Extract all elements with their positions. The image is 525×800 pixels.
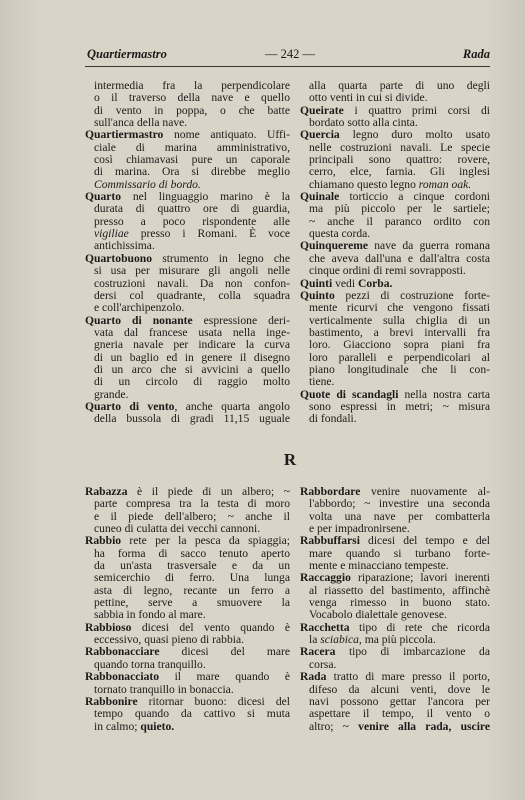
entry-line [300,413,490,425]
section-letter: R [283,450,297,469]
column-top-right [300,80,490,426]
text-run: grande. [94,387,129,401]
column-bottom-left [85,486,290,733]
headword: Quinti [300,276,333,290]
text-run: durata di quattro ore di guardia, [94,202,290,216]
header-rule [85,66,490,67]
text-run: presso a poco rispondente alle [94,214,290,228]
text-run: tiene. [309,375,335,389]
text-run: antichissima. [94,239,155,253]
column-bottom-right [300,486,490,733]
text-run: torticcio a cinque cordoni [339,190,490,204]
italic-term: Commissario di bordo. [94,177,201,191]
italic-term: sciabica [320,633,359,647]
text-run: loro. Giacciono sopra piani fra [309,338,490,352]
text-run: o il traverso della nave e quello [94,91,290,105]
text-run: di vento in poppa, o che batte [94,103,290,117]
text-run: presso i Romani. È voce [128,227,290,241]
text-run: il mare quando è [159,670,290,684]
headword: Rabbonire [85,694,138,708]
text-run: costruzioni navali. Da non confon- [94,276,290,290]
headword: Quartobuono [85,251,153,265]
text-run: si usa per misurare gli angoli nelle [94,264,290,278]
text-run: nome antiquato. Uffi- [163,128,290,142]
text-run: così chiamavasi pure un caporale [94,153,290,167]
text-run: gneria navale per indicare la curva [94,338,290,352]
headword: Quote di scandagli [300,387,399,401]
text-run: difeso da alcuni venti, dove le [309,682,490,696]
headword: Quarto di nonante [85,313,193,327]
headword: Raccaggio [300,571,351,585]
text-run: tempo quando da cattivo si muta [94,707,290,721]
text-run: otto venti in cui si divide. [309,91,428,105]
text-run: nel linguaggio marino è la [121,190,290,204]
italic-term: vigiliae [94,227,129,241]
text-run: è il piede di un albero; ~ [127,485,290,498]
text-run: cinque ordini di remi sovrapposti. [309,264,466,278]
headword: Rada [300,670,327,684]
text-run: pettine, serve a smuovere la [94,596,290,610]
text-run: in calmo; [94,719,141,733]
text-run: navi possono gettar l'ancora per [309,694,490,708]
headword: Rabazza [85,485,128,498]
text-run: verticalmente sulla chiglia di un [309,313,490,327]
text-run: mente ricurvi che vengono fissati [309,301,490,315]
text-run: mare quando si turbano forte- [309,546,490,560]
text-run: che aveva dall'una e dall'altra costa [309,251,490,265]
text-run: aspettare il tempo, il vento o [309,707,490,721]
text-run: riparazione; lavori inerenti [350,571,490,585]
text-run: Vocabolo dialettale genovese. [309,608,447,622]
text-run: vedi [332,276,358,290]
text-run: tornato tranquillo in bonaccia. [94,682,234,696]
text-run: corsa. [309,657,337,671]
entry-line [85,413,290,425]
headword: Racera [300,645,336,659]
text-run: espressione deri- [192,313,290,327]
text-run: ha forma di sacco tenuto aperto [94,546,290,560]
page-number: — 242 — [265,47,315,61]
text-run: , anche quarta angolo [174,399,290,413]
text-run: di marina. Ora si direbbe meglio [94,165,290,179]
running-head-right: Rada [462,47,490,61]
text-run: ritornar buono: dicesi del [137,694,290,708]
text-run: tipo di imbarcazione da [335,645,490,659]
headword: Rabbonacciare [85,645,160,659]
text-run: alla quarta parte di uno degli [309,79,490,92]
headword: Quarto di vento [85,399,175,413]
text-run: nelle costruzioni navali. Le specie [309,140,490,154]
text-run: dicesi del vento quando è [131,620,290,634]
text-run: e per impadronirsene. [309,522,410,536]
headword: Rabbio [85,534,122,548]
text-run: bastimento, a brevi intervalli fra [309,325,490,339]
text-run: strumento in legno che [152,251,290,265]
text-run: bordato sotto alla cinta. [309,116,418,130]
text-run: intermedia fra la perpendicolare [94,79,290,92]
text-run: piano longitudinale che li con- [309,362,490,376]
text-run: da un'asta trasversale e da un [94,559,290,573]
text-run: tratto di mare presso il porto, [326,670,490,684]
bold-term: Corba. [357,276,393,290]
italic-term: roman oak. [418,177,472,191]
text-run: pezzi di costruzione forte- [334,288,490,302]
text-run: della bussola di gradi 11,15 uguale [94,412,290,426]
text-run: quando torna tranquillo. [94,657,206,671]
entry-line [300,721,490,733]
text-run: ciale di marina amministrativo, [94,140,290,154]
headword: Rabbordare [300,485,361,498]
text-run: di un arco che si avvicini a quello [94,362,290,376]
bold-term: venire alla rada, uscire [358,719,490,733]
text-run: sono espressi in metri; ~ misura [309,399,490,413]
headword: Quinquereme [300,239,369,253]
text-run: dicesi del mare [159,645,290,659]
text-run: loro paralleli e perpendicolari al [309,350,490,364]
text-run: mente e minacciano tempeste. [309,559,449,573]
text-run: dersi col quadrante, colla squadra [94,288,290,302]
text-run: asta di legno, recante un ferro a [94,583,290,597]
headword: Rabbioso [85,620,132,634]
text-run: cerro, elce, farnia. Gli inglesi [309,165,490,179]
text-run: e coll'archipenzolo. [94,301,185,315]
text-run: altro; ~ [309,719,359,733]
headword: Quarto [85,190,122,204]
text-run: parte compresa tra la testa di moro [94,497,290,511]
text-run: nella nostra carta [398,387,490,401]
text-run: cuneo di culatta dei vecchi cannoni. [94,522,261,536]
text-run: chiamano questo legno [309,177,419,191]
headword: Quartiermastro [85,128,164,142]
headword: Quercia [300,128,340,142]
running-head-left: Quartiermastro [87,47,167,61]
text-run: sabbia in fondo al mare. [94,608,206,622]
text-run: di un baglio ed in genere il disegno [94,350,290,364]
text-run: la [309,633,321,647]
bold-term: quieto. [140,719,175,733]
text-run: vata dal francese usata nella inge- [94,325,290,339]
text-run: sull'anca della nave. [94,116,188,130]
headword: Quinto [300,288,335,302]
text-run: di un circolo di raggio molto [94,375,290,389]
headword: Queirate [300,103,344,117]
text-run: tipo di rete che ricorda [349,620,490,634]
text-run: semicerchio di ferro. Una lunga [94,571,290,585]
headword: Racchetta [300,620,350,634]
headword: Rabbuffarsi [300,534,360,548]
text-run: rete per la pesca da spiaggia; [121,534,290,548]
text-run: ma più piccolo per le sartiele; [309,202,490,216]
text-run: volta una nave per combatterla [309,509,490,523]
text-run: venire nuovamente al- [360,485,490,498]
text-run: venga rimesso in buono stato. [309,596,490,610]
text-run: dicesi del tempo e del [359,534,490,548]
text-run: eccessivo, quasi pieno di rabbia. [94,633,245,647]
column-top-left [85,80,290,426]
text-run: ~ anche il paranco ordito con [309,214,490,228]
text-run: e il piede dell'albero; ~ anche il [94,509,290,523]
text-run: principali sono quattro: rovere, [309,153,490,167]
headword: Rabbonacciato [85,670,160,684]
text-run: , ma più piccola. [358,633,436,647]
text-run: l'abbordo; ~ investire una seconda [309,497,490,511]
headword: Quinale [300,190,340,204]
text-run: nave da guerra romana [368,239,490,253]
text-run: questa corda. [309,227,371,241]
entry-line [85,721,290,733]
text-run: di fondali. [309,412,357,426]
text-run: i quattro primi corsi di [343,103,490,117]
text-run: legno duro molto usato [339,128,490,142]
text-run: al riassetto del bastimento, affinchè [309,583,490,597]
